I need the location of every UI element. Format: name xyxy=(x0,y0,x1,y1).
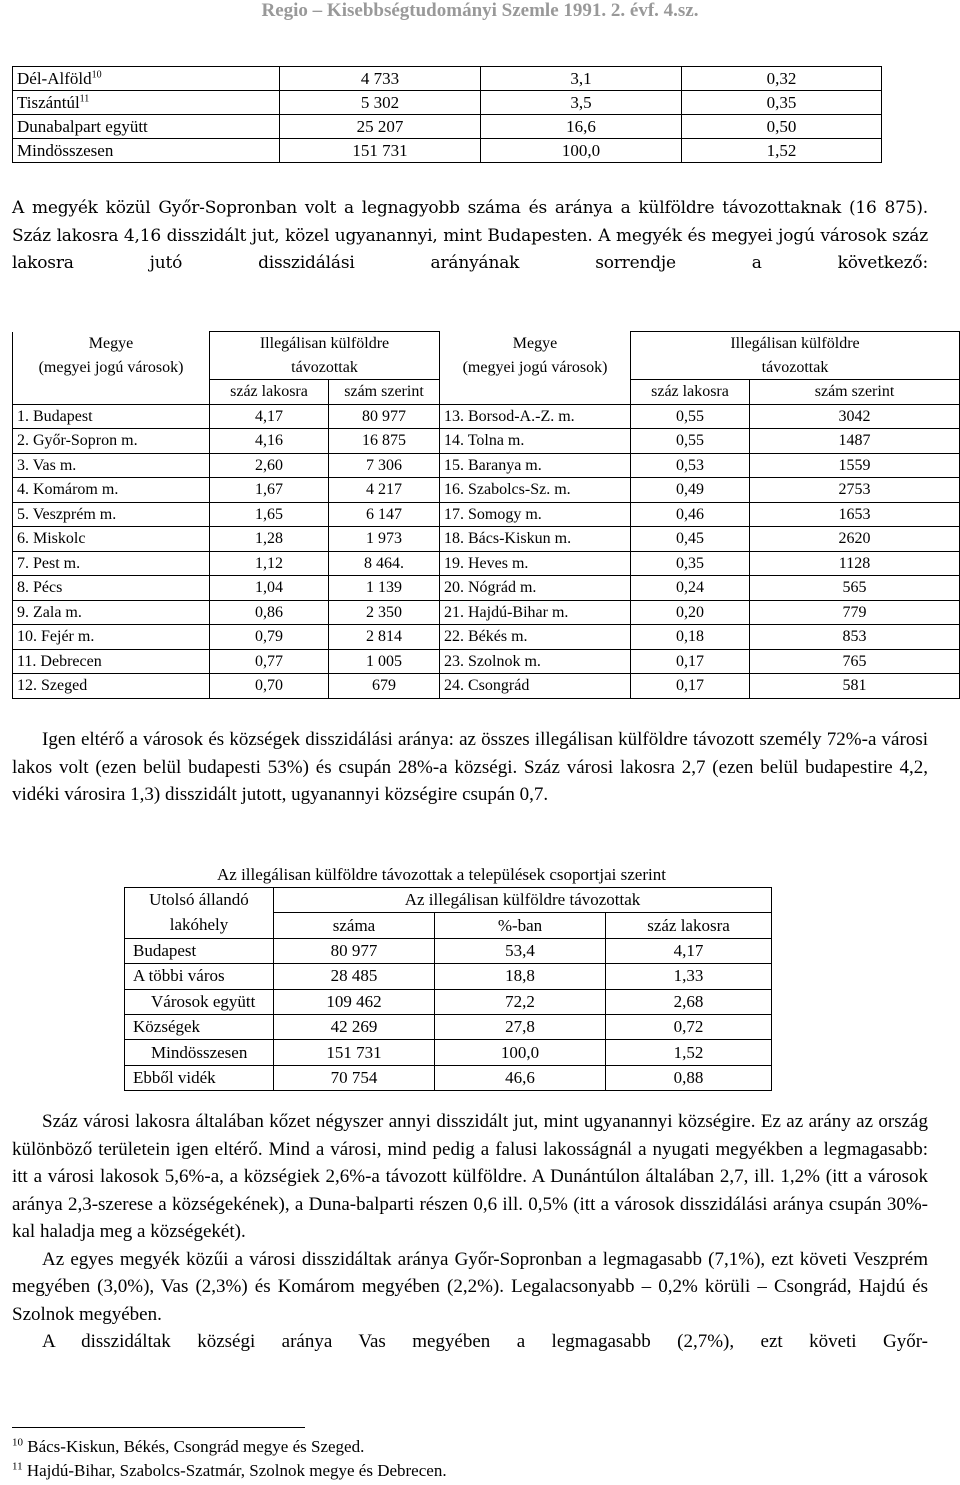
table-row xyxy=(125,1014,772,1039)
cell-count: 151 731 xyxy=(280,139,481,163)
cell-count: 28 485 xyxy=(274,964,435,989)
county-left: 8. Pécs xyxy=(13,576,210,601)
per100-left: 2,60 xyxy=(210,453,329,478)
per100-right: 0,46 xyxy=(631,502,750,527)
header-county-top: Megye xyxy=(13,332,210,356)
region-label: Mindösszesen xyxy=(17,140,114,160)
per100-right: 0,17 xyxy=(631,649,750,674)
paragraph-county-intro xyxy=(12,195,928,278)
count-right: 765 xyxy=(750,649,960,674)
footnote-ref: 10 xyxy=(91,68,102,80)
per100-left: 1,28 xyxy=(210,527,329,552)
county-right: 21. Hajdú-Bihar m. xyxy=(440,600,631,625)
cell-per100: 0,35 xyxy=(682,91,882,115)
cell-per100: 0,88 xyxy=(606,1065,772,1090)
settlement-label: Mindösszesen xyxy=(125,1040,274,1065)
region-name xyxy=(13,67,280,91)
cell-count: 80 977 xyxy=(274,938,435,963)
per100-left: 0,77 xyxy=(210,649,329,674)
per100-left: 1,67 xyxy=(210,478,329,503)
table-row xyxy=(125,1040,772,1065)
cell-count: 5 302 xyxy=(280,91,481,115)
count-left: 1 005 xyxy=(329,649,440,674)
cell-percent: 3,1 xyxy=(481,67,682,91)
county-ranking-table xyxy=(12,331,960,699)
cell-count: 151 731 xyxy=(274,1040,435,1065)
per100-right: 0,53 xyxy=(631,453,750,478)
count-right: 581 xyxy=(750,674,960,699)
table-row xyxy=(13,551,960,576)
paragraph-rates xyxy=(12,1108,928,1356)
header-illegal-top-right: Illegálisan külföldre xyxy=(631,332,960,356)
table-row xyxy=(13,67,882,91)
header-per100: száz lakosra xyxy=(210,380,329,405)
table-row xyxy=(125,1065,772,1090)
header-illegal-top: Illegálisan külföldre xyxy=(210,332,440,356)
county-right: 20. Nógrád m. xyxy=(440,576,631,601)
footnote-separator xyxy=(12,1427,305,1428)
count-left: 2 350 xyxy=(329,600,440,625)
cell-count: 109 462 xyxy=(274,989,435,1014)
cell-per100: 2,68 xyxy=(606,989,772,1014)
table-row xyxy=(13,649,960,674)
region-label: Tiszántúl xyxy=(17,92,80,112)
header-residence-top: Utolsó állandó xyxy=(125,888,274,913)
table-row xyxy=(13,527,960,552)
count-right: 853 xyxy=(750,625,960,650)
header-col-a: száma xyxy=(274,913,435,938)
county-left: 9. Zala m. xyxy=(13,600,210,625)
per100-right: 0,17 xyxy=(631,674,750,699)
county-right: 24. Csongrád xyxy=(440,674,631,699)
paragraph-text: A megyék közül Győr-Sopronban volt a legnagyobb száma és aránya a külföldre távozottaknak (16 875). Száz lakosra 4,16 disszidált jut, közel ugyanannyi, mint Budapesten. A megyék és megyei jogú városok száz lakosra jutó disszidálási arányának sorrendje a következő: xyxy=(12,198,928,273)
header-county-bottom: (megyei jogú városok) xyxy=(13,356,210,380)
cell-percent: 53,4 xyxy=(435,938,606,963)
table-caption: Az illegálisan külföldre távozottak a települések csoportjai szerint xyxy=(217,865,666,884)
per100-left: 4,17 xyxy=(210,404,329,429)
footnote-10: $^{10}$ Bács-Kiskun, Békés, Csongrád megye és Szeged. xyxy=(12,1436,365,1456)
region-name xyxy=(13,139,280,163)
county-right: 17. Somogy m. xyxy=(440,502,631,527)
table-row xyxy=(125,989,772,1014)
count-left: 679 xyxy=(329,674,440,699)
table-row xyxy=(13,453,960,478)
county-left: 11. Debrecen xyxy=(13,649,210,674)
table-row xyxy=(13,91,882,115)
table-row xyxy=(13,625,960,650)
paragraph-text: A disszidáltak községi aránya Vas megyében a legmagasabb (2,7%), ezt követi Győr- xyxy=(42,1331,928,1352)
table-row xyxy=(13,115,882,139)
cell-count: 25 207 xyxy=(280,115,481,139)
per100-left: 1,65 xyxy=(210,502,329,527)
county-left: 1. Budapest xyxy=(13,404,210,429)
county-right: 15. Baranya m. xyxy=(440,453,631,478)
county-left: 10. Fejér m. xyxy=(13,625,210,650)
table-row xyxy=(13,139,882,163)
region-label: Dunabalpart együtt xyxy=(17,116,148,136)
cell-percent: 100,0 xyxy=(435,1040,606,1065)
count-left: 1 973 xyxy=(329,527,440,552)
cell-per100: 1,52 xyxy=(682,139,882,163)
paragraph-text: Száz városi lakosra általában kőzet négyszer annyi disszidált jut, mint ugyanannyi községire. Ez az arány az ország különböző területein igen eltérő. Mind a városi, mind pedig a falusi lakosságnál a nyugati megyékben a legmagasabb: itt a városi lakosok 5,6%-a, a községiek 2,6%-a távozott külföldre. A Dunántúlon általában 2,7, ill. 1,2% (itt a városok aránya 2,3-szerese a községekének), a Duna-balparti részen 0,6 ill. 0,5% (itt a városok disszidálási aránya csupán 30%-kal haladja meg a községekét). xyxy=(12,1111,928,1242)
cell-count: 4 733 xyxy=(280,67,481,91)
cell-percent: 72,2 xyxy=(435,989,606,1014)
cell-percent: 3,5 xyxy=(481,91,682,115)
per100-left: 1,04 xyxy=(210,576,329,601)
count-right: 1487 xyxy=(750,429,960,454)
table-row xyxy=(125,938,772,963)
per100-left: 0,86 xyxy=(210,600,329,625)
paragraph-city-village xyxy=(12,726,928,809)
county-left: 7. Pest m. xyxy=(13,551,210,576)
cell-percent: 46,6 xyxy=(435,1065,606,1090)
header-blank xyxy=(13,380,210,405)
count-left: 8 464. xyxy=(329,551,440,576)
cell-per100: 0,50 xyxy=(682,115,882,139)
county-right: 16. Szabolcs-Sz. m. xyxy=(440,478,631,503)
page-header: Regio – Kisebbségtudományi Szemle 1991. 2. évf. 4.sz. xyxy=(261,0,699,21)
count-left: 2 814 xyxy=(329,625,440,650)
county-right: 14. Tolna m. xyxy=(440,429,631,454)
paragraph-text: Az egyes megyék közűi a városi disszidáltak aránya Győr-Sopronban a legmagasabb (7,1%), ezt követi Veszprém megyében (3,0%), Vas (2,3%) és Komárom megyében (2,2%). Legalacsonyabb – 0,2% körüli – Csongrád, Hajdú és Szolnok megyében. xyxy=(12,1248,928,1325)
county-right: 18. Bács-Kiskun m. xyxy=(440,527,631,552)
per100-right: 0,18 xyxy=(631,625,750,650)
cell-per100: 0,32 xyxy=(682,67,882,91)
cell-per100: 1,52 xyxy=(606,1040,772,1065)
count-right: 3042 xyxy=(750,404,960,429)
header-illegal-bottom-right: távozottak xyxy=(631,356,960,380)
count-right: 1128 xyxy=(750,551,960,576)
count-right: 1559 xyxy=(750,453,960,478)
cell-per100: 0,72 xyxy=(606,1014,772,1039)
header-group: Az illegálisan külföldre távozottak xyxy=(274,888,772,913)
regional-summary-table xyxy=(12,66,882,163)
settlement-label: Ebből vidék xyxy=(125,1065,274,1090)
per100-right: 0,55 xyxy=(631,404,750,429)
table-row xyxy=(125,964,772,989)
table-row xyxy=(13,429,960,454)
count-left: 1 139 xyxy=(329,576,440,601)
county-right: 22. Békés m. xyxy=(440,625,631,650)
cell-count: 70 754 xyxy=(274,1065,435,1090)
per100-left: 0,79 xyxy=(210,625,329,650)
header-county-bottom-right: (megyei jogú városok) xyxy=(440,356,631,380)
table-row xyxy=(13,404,960,429)
count-left: 16 875 xyxy=(329,429,440,454)
region-name xyxy=(13,91,280,115)
per100-left: 1,12 xyxy=(210,551,329,576)
cell-per100: 1,33 xyxy=(606,964,772,989)
header-residence-bottom: lakóhely xyxy=(125,913,274,938)
footnote-11: $^{11}$ Hajdú-Bihar, Szabolcs-Szatmár, Szolnok megye és Debrecen. xyxy=(12,1460,447,1480)
region-name xyxy=(13,115,280,139)
table-row xyxy=(13,502,960,527)
header-illegal-bottom: távozottak xyxy=(210,356,440,380)
table-row xyxy=(13,576,960,601)
settlement-label: Városok együtt xyxy=(125,989,274,1014)
table-row xyxy=(13,600,960,625)
county-left: 2. Győr-Sopron m. xyxy=(13,429,210,454)
per100-right: 0,35 xyxy=(631,551,750,576)
cell-percent: 16,6 xyxy=(481,115,682,139)
county-right: 13. Borsod-A.-Z. m. xyxy=(440,404,631,429)
county-left: 6. Miskolc xyxy=(13,527,210,552)
settlement-label: Községek xyxy=(125,1014,274,1039)
settlement-label: Budapest xyxy=(125,938,274,963)
county-right: 19. Heves m. xyxy=(440,551,631,576)
count-left: 6 147 xyxy=(329,502,440,527)
county-left: 12. Szeged xyxy=(13,674,210,699)
cell-percent: 27,8 xyxy=(435,1014,606,1039)
header-county-top-right: Megye xyxy=(440,332,631,356)
count-right: 2620 xyxy=(750,527,960,552)
cell-count: 42 269 xyxy=(274,1014,435,1039)
header-bynumber-right: szám szerint xyxy=(750,380,960,405)
header-col-b: %-ban xyxy=(435,913,606,938)
region-label: Dél-Alföld xyxy=(17,68,92,88)
footnote-ref: 11 xyxy=(79,92,90,104)
per100-right: 0,24 xyxy=(631,576,750,601)
per100-right: 0,55 xyxy=(631,429,750,454)
per100-right: 0,20 xyxy=(631,600,750,625)
county-left: 3. Vas m. xyxy=(13,453,210,478)
header-bynumber: szám szerint xyxy=(329,380,440,405)
count-right: 779 xyxy=(750,600,960,625)
table-row xyxy=(13,674,960,699)
cell-percent: 100,0 xyxy=(481,139,682,163)
per100-right: 0,49 xyxy=(631,478,750,503)
cell-percent: 18,8 xyxy=(435,964,606,989)
settlement-label: A többi város xyxy=(125,964,274,989)
header-blank-right xyxy=(440,380,631,405)
cell-per100: 4,17 xyxy=(606,938,772,963)
count-left: 80 977 xyxy=(329,404,440,429)
count-left: 4 217 xyxy=(329,478,440,503)
per100-right: 0,45 xyxy=(631,527,750,552)
county-left: 4. Komárom m. xyxy=(13,478,210,503)
paragraph-text: Igen eltérő a városok és községek disszidálási aránya: az összes illegálisan külföldre távozott személy 72%-a városi lakos volt (ezen belül budapesti 53%) és csupán 28%-a községi. Száz városi lakosra 2,7 (ezen belül budapestire 4,2, vidéki városira 1,3) disszidált jutott, ugyanannyi községire csupán 0,7. xyxy=(12,729,928,805)
per100-left: 4,16 xyxy=(210,429,329,454)
header-col-c: száz lakosra xyxy=(606,913,772,938)
settlement-groups-table xyxy=(124,887,772,1091)
count-left: 7 306 xyxy=(329,453,440,478)
header-per100-right: száz lakosra xyxy=(631,380,750,405)
per100-left: 0,70 xyxy=(210,674,329,699)
count-right: 2753 xyxy=(750,478,960,503)
table-row xyxy=(13,478,960,503)
count-right: 1653 xyxy=(750,502,960,527)
count-right: 565 xyxy=(750,576,960,601)
county-left: 5. Veszprém m. xyxy=(13,502,210,527)
county-right: 23. Szolnok m. xyxy=(440,649,631,674)
